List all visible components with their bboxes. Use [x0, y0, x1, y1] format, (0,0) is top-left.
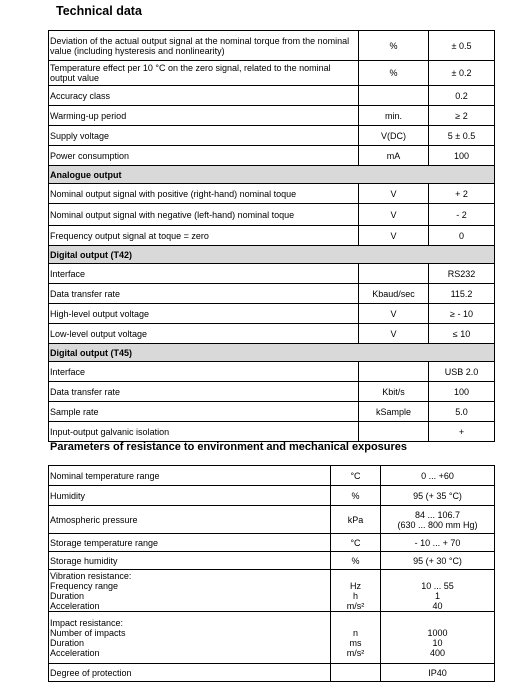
unit-cell: %	[359, 31, 429, 61]
table-row	[49, 506, 495, 534]
unit-cell: °C	[331, 466, 381, 486]
table-row	[49, 362, 495, 382]
param-cell: Input-output galvanic isolation	[49, 422, 359, 442]
table-row	[49, 106, 495, 126]
param-cell: Sample rate	[49, 402, 359, 422]
value-cell: RS232	[429, 264, 495, 284]
param-cell: Humidity	[49, 486, 331, 506]
unit-cell: V	[359, 204, 429, 226]
unit-cell: V	[359, 324, 429, 344]
value-cell: - 2	[429, 204, 495, 226]
param-cell: Accuracy class	[49, 86, 359, 106]
unit-cell: %	[331, 552, 381, 570]
unit-cell: Kbaud/sec	[359, 284, 429, 304]
param-cell: Data transfer rate	[49, 382, 359, 402]
table-row	[49, 146, 495, 166]
table-row	[49, 264, 495, 284]
section-header-row	[49, 246, 495, 264]
unit-cell: n ms m/s²	[331, 612, 381, 664]
param-cell: High-level output voltage	[49, 304, 359, 324]
table-row	[49, 486, 495, 506]
value-cell: 0.2	[429, 86, 495, 106]
unit-cell: %	[331, 486, 381, 506]
param-cell: Interface	[49, 264, 359, 284]
param-cell: Temperature effect per 10 °C on the zero signal, related to the nominal output value	[49, 61, 359, 86]
param-cell: Nominal temperature range	[49, 466, 331, 486]
value-cell: ≥ 2	[429, 106, 495, 126]
table-row	[49, 324, 495, 344]
value-cell: +	[429, 422, 495, 442]
unit-cell: %	[359, 61, 429, 86]
table-row	[49, 304, 495, 324]
value-cell: 95 (+ 30 °C)	[381, 552, 495, 570]
param-cell: Deviation of the actual output signal at the nominal torque from the nominal value (including hysteresis and nonlinearity)	[49, 31, 359, 61]
param-cell: Storage humidity	[49, 552, 331, 570]
unit-cell: mA	[359, 146, 429, 166]
unit-cell	[359, 264, 429, 284]
unit-cell	[359, 422, 429, 442]
table-row	[49, 534, 495, 552]
param-cell: Warming-up period	[49, 106, 359, 126]
param-cell: Frequency output signal at toque = zero	[49, 226, 359, 246]
value-cell: ≥ - 10	[429, 304, 495, 324]
table-row	[49, 284, 495, 304]
value-cell: 95 (+ 35 °C)	[381, 486, 495, 506]
value-cell: 100	[429, 382, 495, 402]
param-cell: Power consumption	[49, 146, 359, 166]
value-cell: USB 2.0	[429, 362, 495, 382]
technical-data-table	[48, 30, 495, 442]
section-header: Digital output (T45)	[49, 344, 495, 362]
unit-cell: kSample	[359, 402, 429, 422]
unit-cell	[331, 664, 381, 682]
table-row	[49, 126, 495, 146]
unit-cell: V	[359, 226, 429, 246]
table-row	[49, 422, 495, 442]
table-row	[49, 204, 495, 226]
section-header-row	[49, 344, 495, 362]
value-cell: 84 ... 106.7 (630 ... 800 mm Hg)	[381, 506, 495, 534]
table-row	[49, 31, 495, 61]
param-cell: Storage temperature range	[49, 534, 331, 552]
unit-cell	[359, 362, 429, 382]
table-row	[49, 552, 495, 570]
section-header-row	[49, 166, 495, 184]
param-cell: Interface	[49, 362, 359, 382]
parameters-title: Parameters of resistance to environment and mechanical exposures	[50, 441, 408, 453]
unit-cell: Hz h m/s²	[331, 570, 381, 612]
table-row	[49, 466, 495, 486]
unit-cell	[359, 86, 429, 106]
value-cell: 100	[429, 146, 495, 166]
value-cell: 0 ... +60	[381, 466, 495, 486]
table-row	[49, 402, 495, 422]
unit-cell: kPa	[331, 506, 381, 534]
section-header: Analogue output	[49, 166, 495, 184]
value-cell: 115.2	[429, 284, 495, 304]
value-cell: 1000 10 400	[381, 612, 495, 664]
table-row	[49, 570, 495, 612]
param-cell: Degree of protection	[49, 664, 331, 682]
table-row	[49, 226, 495, 246]
unit-cell: V	[359, 304, 429, 324]
param-cell: Atmospheric pressure	[49, 506, 331, 534]
unit-cell: V(DC)	[359, 126, 429, 146]
param-cell: Nominal output signal with positive (right-hand) nominal toque	[49, 184, 359, 204]
technical-data-title: Technical data	[56, 4, 142, 18]
unit-cell: V	[359, 184, 429, 204]
value-cell: - 10 ... + 70	[381, 534, 495, 552]
unit-cell: °C	[331, 534, 381, 552]
value-cell: + 2	[429, 184, 495, 204]
unit-cell: min.	[359, 106, 429, 126]
param-cell: Low-level output voltage	[49, 324, 359, 344]
param-cell: Nominal output signal with negative (left-hand) nominal toque	[49, 204, 359, 226]
param-cell: Data transfer rate	[49, 284, 359, 304]
value-cell: ± 0.2	[429, 61, 495, 86]
value-cell: 5 ± 0.5	[429, 126, 495, 146]
table-row	[49, 664, 495, 682]
value-cell: ≤ 10	[429, 324, 495, 344]
table-row	[49, 86, 495, 106]
table-row	[49, 184, 495, 204]
value-cell: 10 ... 55 1 40	[381, 570, 495, 612]
value-cell: 0	[429, 226, 495, 246]
value-cell: IP40	[381, 664, 495, 682]
value-cell: 5.0	[429, 402, 495, 422]
table-row	[49, 612, 495, 664]
param-cell: Supply voltage	[49, 126, 359, 146]
param-cell: Impact resistance: Number of impacts Duration Acceleration	[49, 612, 331, 664]
table-row	[49, 61, 495, 86]
param-cell: Vibration resistance: Frequency range Duration Acceleration	[49, 570, 331, 612]
table-row	[49, 382, 495, 402]
unit-cell: Kbit/s	[359, 382, 429, 402]
value-cell: ± 0.5	[429, 31, 495, 61]
section-header: Digital output (T42)	[49, 246, 495, 264]
parameters-table	[48, 465, 495, 682]
